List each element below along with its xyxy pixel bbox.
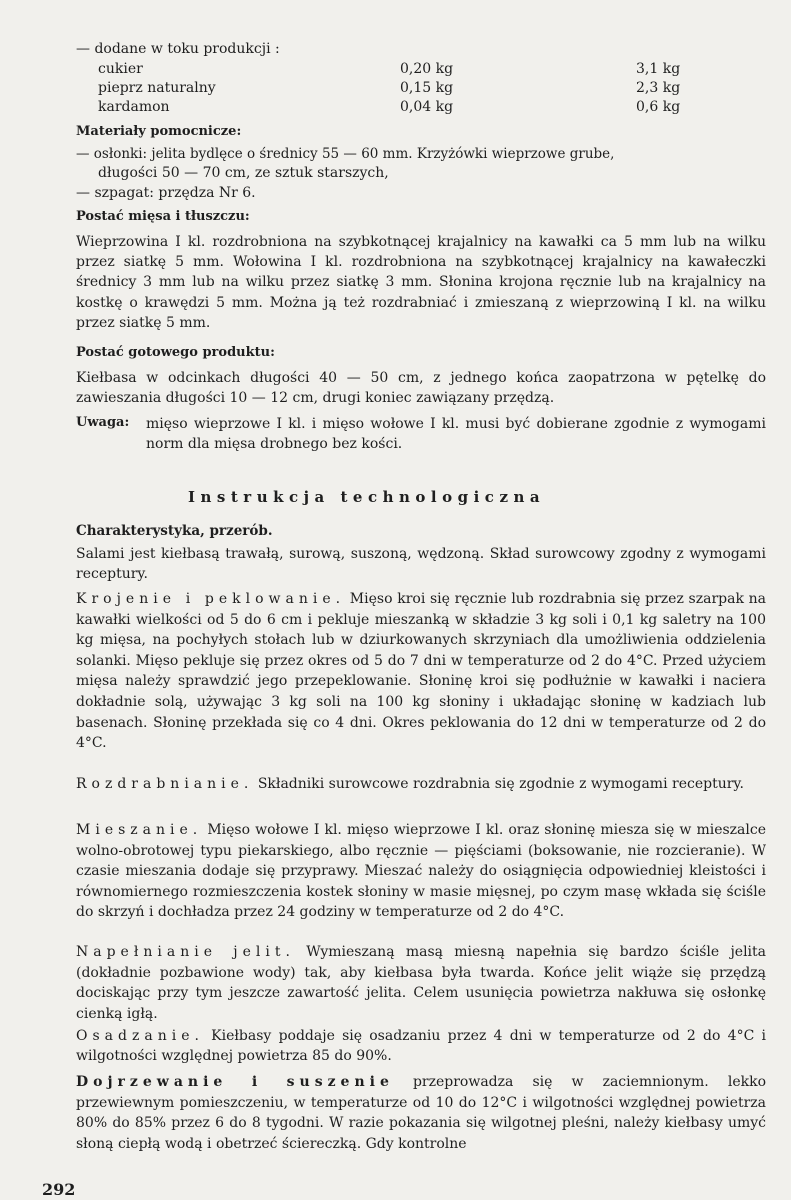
section-title: Instrukcja technologiczna bbox=[188, 488, 546, 506]
dojrzewanie-text: przeprowadza się w zaciemnionym. lekko przewiewnym pomieszczeniu, w temperaturze od 10 do 12°C i wilgotności względnej powietrza 80% do 85% przez 6 do 8 tygodni. W razie pokazania się wilgotnej pleśni, należy kiełbasy umyć słoną ciepłą wodą i obetrzeć ściereczką. Gdy kontrolne bbox=[76, 1074, 766, 1152]
dodane-label: — dodane w toku produkcji : bbox=[76, 41, 280, 57]
materialy-line: długości 50 — 70 cm, ze sztuk starszych, bbox=[98, 165, 389, 181]
materialy-line: — szpagat: przędza Nr 6. bbox=[76, 185, 256, 201]
krojenie-text: Mięso kroi się ręcznie lub rozdrabnia się przez szarpak na kawałki wielkości od 5 do 6 cm i pekluje mieszanką w składzie 3 kg soli i 0,1 kg saletry na 100 kg mięsa, na pochyłych stołach lub w dziurkowanych skrzyniach dla umożliwienia oddzielenia solanki. Mięso pekluje się przez okres od 5 do 7 dni w temperaturze od 2 do 4°C. Przed użyciem mięsa należy sprawdzić jego przepeklowanie. Słoninę kroi się podłużnie w kawałki i naciera dokładnie solą, używając 3 kg soli na 100 kg słoniny i układając słoninę w kadziach lub basenach. Słoninę przekłada się co 4 dni. Okres peklowania do 12 dni w temperaturze od 2 do 4°C. bbox=[76, 591, 767, 752]
dojrzewanie-label: Dojrzewanie i suszenie bbox=[76, 1074, 394, 1090]
postac-miesa-text: Wieprzowina I kl. rozdrobniona na szybkotnącej krajalnicy na kawałki ca 5 mm lub na wilku przez siatkę 5 mm. Wołowina I kl. rozdrobniona na szybkotnącej krajalnicy na kawałeczki średnicy 3 mm lub na wilku przez siatkę 3 mm. Słonina krojona ręcznie lub na krajalnicy na kostkę o krawędzi 5 mm. Można ją też rozdrabniać i zmieszaną z wieprzowiną I kl. na wilku przez siatkę 5 mm. bbox=[76, 234, 766, 331]
materialy-line: — osłonki: jelita bydlęce o średnicy 55 — 60 mm. Krzyżówki wieprzowe grube, bbox=[76, 146, 615, 162]
charakterystyka-text: Salami jest kiełbasą trawałą, surową, suszoną, wędzoną. Skład surowcowy zgodny z wymogami receptury. bbox=[76, 546, 766, 582]
mieszanie-text: Mięso wołowe I kl. mięso wieprzowe I kl. oraz słoninę miesza się w mieszalce wolno-obrotowej typu piekarskiego, albo ręcznie — pięściami (boksowanie, nie rozcieranie). W czasie mieszania dodaje się przyprawy. Mieszać należy do osiągnięcia odpowiedniej kleistości i równomiernego rozmieszczenia kostek słoniny w masie mięsnej, po czym masę wkłada się ściśle do skrzyń i dochładza przez 24 godziny w temperaturze od 2 do 4°C. bbox=[76, 822, 767, 921]
ingredient-qty: 0,04 kg bbox=[400, 99, 454, 115]
krojenie-label: Krojenie i peklowanie. bbox=[76, 591, 346, 607]
charakterystyka-heading: Charakterystyka, przerób. bbox=[76, 523, 273, 539]
krojenie-paragraph bbox=[76, 589, 766, 754]
ingredient-qty: 2,3 kg bbox=[636, 80, 681, 96]
osadzanie-paragraph bbox=[76, 1026, 766, 1066]
postac-miesa-heading: Postać mięsa i tłuszczu: bbox=[76, 209, 250, 224]
ingredient-qty: 0,20 kg bbox=[400, 61, 454, 77]
postac-produktu-heading: Postać gotowego produktu: bbox=[76, 345, 275, 360]
page-number: 292 bbox=[42, 1180, 76, 1199]
uwaga-label: Uwaga: bbox=[76, 415, 130, 430]
mieszanie-paragraph bbox=[76, 820, 766, 923]
rozdrabnianie-text: Składniki surowcowe rozdrabnia się zgodnie z wymogami receptury. bbox=[257, 776, 744, 792]
materialy-heading: Materiały pomocnicze: bbox=[76, 124, 242, 139]
ingredient-name: cukier bbox=[98, 61, 143, 77]
uwaga-text: mięso wieprzowe I kl. i mięso wołowe I kl. musi być dobierane zgodnie z wymogami norm dla mięsa drobnego bez kości. bbox=[146, 416, 766, 452]
ingredient-qty: 0,6 kg bbox=[636, 99, 681, 115]
ingredient-name: kardamon bbox=[98, 99, 170, 115]
napelnianie-paragraph bbox=[76, 942, 766, 1024]
ingredient-qty: 0,15 kg bbox=[400, 80, 454, 96]
postac-produktu-text: Kiełbasa w odcinkach długości 40 — 50 cm, z jednego końca zaopatrzona w pętelkę do zawieszania długości 10 — 12 cm, drugi koniec zawiązany przędzą. bbox=[76, 370, 766, 406]
rozdrabnianie-paragraph bbox=[76, 774, 766, 794]
ingredient-qty: 3,1 kg bbox=[636, 61, 681, 77]
dojrzewanie-paragraph bbox=[76, 1072, 766, 1154]
napelnianie-text: Wymieszaną masą miesną napełnia się bardzo ściśle jelita (dokładnie pozbawione wody) tak, aby kiełbasa była twarda. Końce jelit wiąże się przędzą dociskając przy tym jeszcze zawartość jelita. Celem usunięcia powietrza nakłuwa się osłonkę cienką igłą. bbox=[76, 944, 766, 1022]
osadzanie-label: Osadzanie. bbox=[76, 1028, 204, 1044]
ingredient-name: pieprz naturalny bbox=[98, 80, 216, 96]
osadzanie-text: Kiełbasy poddaje się osadzaniu przez 4 dni w temperaturze od 2 do 4°C i wilgotności względnej powietrza 85 do 90%. bbox=[76, 1028, 766, 1064]
napelnianie-label: Napełnianie jelit. bbox=[76, 944, 295, 960]
rozdrabnianie-label: Rozdrabnianie. bbox=[76, 776, 254, 792]
mieszanie-label: Mieszanie. bbox=[76, 822, 203, 838]
